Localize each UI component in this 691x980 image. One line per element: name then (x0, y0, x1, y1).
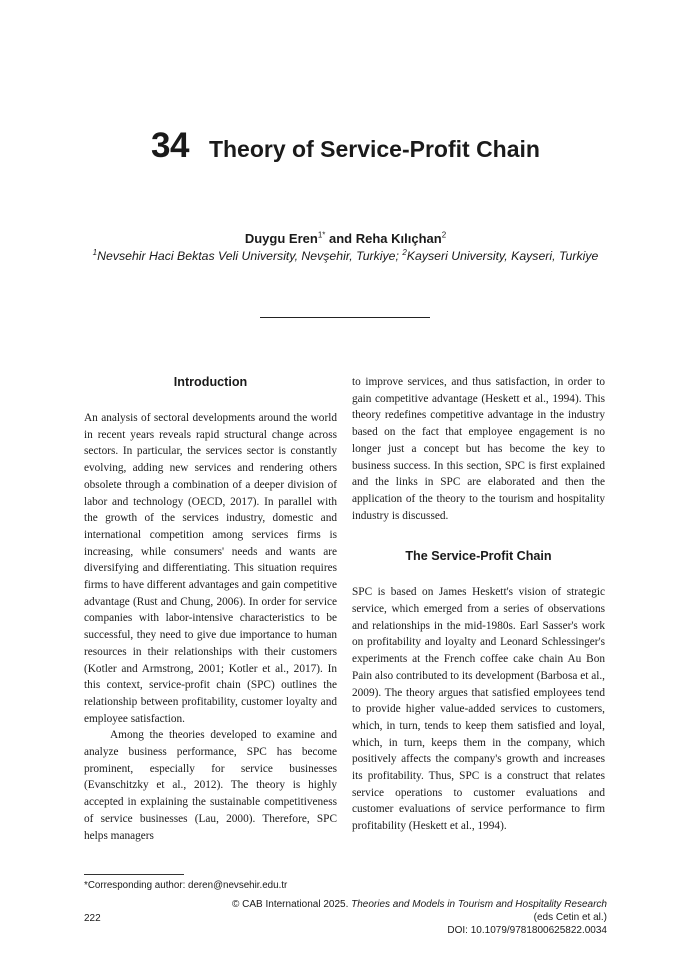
copyright-line (127, 898, 607, 911)
copyright-block (127, 898, 607, 937)
page-number: 222 (84, 913, 101, 924)
chapter-number: 34 (151, 126, 189, 165)
author-2: Reha Kılıçhan (355, 231, 442, 246)
author-1-marks: 1* (317, 230, 326, 240)
affiliation-2: Kayseri University, Kayseri, Turkiye (406, 249, 599, 263)
left-column (84, 374, 337, 844)
chapter-header (0, 126, 691, 166)
affiliation-2-mark: 2 (402, 247, 407, 257)
chapter-title: Theory of Service-Profit Chain (208, 136, 540, 162)
introduction-heading: Introduction (173, 375, 248, 389)
author-1: Duygu Eren (244, 231, 318, 246)
footnote-divider (84, 874, 184, 875)
title-divider (260, 317, 430, 318)
right-column (352, 374, 605, 835)
introduction-paragraph-2-continued: to improve services, and thus satisfaction, in order to gain competitive advantage (Heskett et al., 1994). This theory redefines competitive advantage in the industry based on the fact that employee engagement is no longer just a concept but has become the key to business success. In this section, SPC is first explained and the links in SPC are elaborated and then the application of the theory to the tourism and hospitality industry is discussed. (352, 376, 605, 522)
author-line (0, 231, 691, 246)
corresponding-author-footnote: *Corresponding author: deren@nevsehir.edu.tr (84, 880, 288, 891)
editors-line: (eds Cetin et al.) (533, 912, 607, 923)
affiliation-1-mark: 1 (92, 247, 98, 257)
author-2-marks: 2 (441, 230, 447, 240)
book-title: Theories and Models in Tourism and Hospitality Research (351, 899, 607, 910)
doi-line: DOI: 10.1079/9781800625822.0034 (447, 925, 607, 936)
spc-heading: The Service-Profit Chain (405, 549, 552, 564)
introduction-paragraph-1: An analysis of sectoral developments around the world in recent years reveals rapid structural change across sectors. In particular, the services sector is constantly evolving, adding new services and rendering others obsolete through a combination of a deeper division of labor and technology (OECD, 2017). In parallel with the growth of the services industry, domestic and international competition among services firms is increasing, while consumers' needs and wants are diversifying and differentiating. This situation requires firms to have different advantages and gain competitive advantage (Rust and Chung, 2006). In order for service companies with labor-intensive characteristics to be successful, they need to give due importance to human resources in their relationships with their customers (Kotler and Armstrong, 2001; Kotler et al., 2017). In this context, service-profit chain (SPC) outlines the relationship between profitability, customer loyalty and employee satisfaction. (84, 412, 337, 725)
affiliation-1: Nevsehir Haci Bektas Veli University, Nevşehir, Turkiye; (97, 249, 403, 263)
copyright-prefix: © CAB International 2025. (232, 899, 352, 910)
introduction-paragraph-2: Among the theories developed to examine and analyze business performance, SPC has become prominent, especially for service businesses (Evanschitzky et al., 2012). The theory is highly accepted in explaining the sustainable competitiveness of service businesses (Lau, 2000). Therefore, SPC helps managers (84, 729, 337, 842)
spc-paragraph-1: SPC is based on James Heskett's vision of strategic service, which emerged from a series of observations and relationships in the mid-1980s. Earl Sasser's work on profitability and loyalty and Leonard Schlessinger's experiments at the French coffee cake chain Au Bon Pain also contributed to its development (Barbosa et al., 2009). The theory argues that satisfied employees tend to provide higher value-added services to customers, which, in turn, tends to keep them satisfied and loyal, which, in turn, keeps them in the company, which positively affects the company's growth and increases its profitability. Thus, SPC is a construct that relates service operations to customer evaluations and customer evaluations of service performance to firm profitability (Heskett et al., 1994). (352, 586, 605, 833)
affiliations (80, 248, 611, 265)
author-conjunction: and (325, 231, 356, 246)
